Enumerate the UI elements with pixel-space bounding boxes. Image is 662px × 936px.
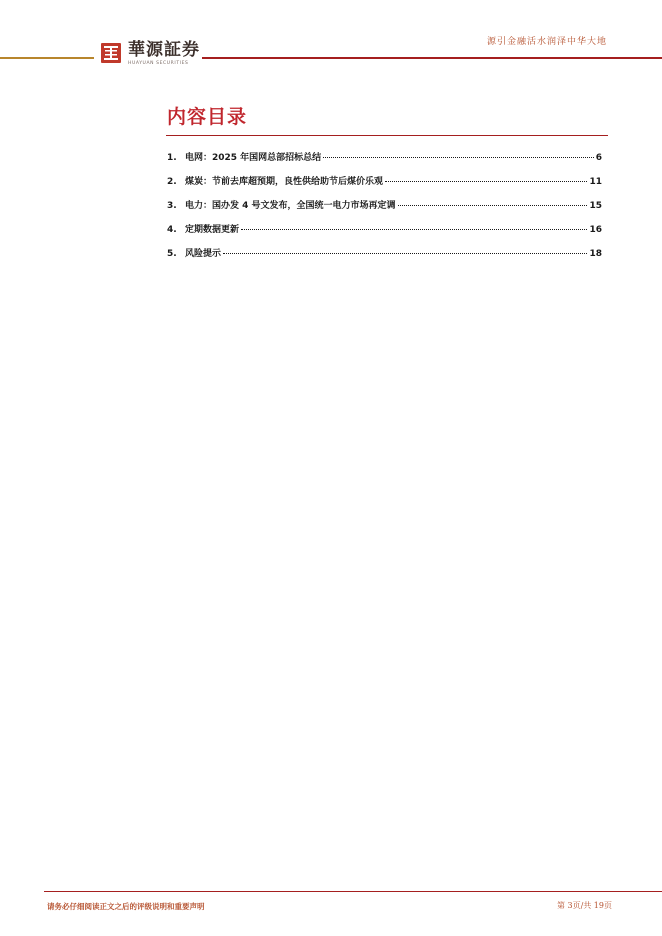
toc-item-number: 5. xyxy=(167,249,177,259)
toc-item-page: 11 xyxy=(589,177,602,187)
toc-leader-dots xyxy=(223,253,587,254)
footer-page-number: 第 3页/共 19页 xyxy=(556,901,612,910)
company-logo xyxy=(100,41,200,66)
toc-item-page: 6 xyxy=(595,153,602,163)
toc-title: 内容目录 xyxy=(167,106,248,128)
toc-item[interactable] xyxy=(167,198,602,222)
toc-divider xyxy=(166,135,608,136)
toc-item-title: 风险提示 xyxy=(185,249,222,259)
toc-item[interactable] xyxy=(167,150,602,174)
toc-item-title: 电力：国办发 4 号文发布，全国统一电力市场再定调 xyxy=(185,201,396,211)
toc-list xyxy=(167,150,602,270)
header-divider-right xyxy=(202,57,662,59)
toc-item[interactable] xyxy=(167,246,602,270)
page-header xyxy=(0,0,662,80)
toc-leader-dots xyxy=(241,229,587,230)
toc-item-title: 电网：2025 年国网总部招标总结 xyxy=(185,153,322,163)
toc-item-number: 1. xyxy=(167,153,177,163)
toc-item-number: 4. xyxy=(167,225,177,235)
toc-item-page: 15 xyxy=(589,201,602,211)
logo-chinese-name: 華源証券 xyxy=(128,40,200,60)
toc-item-title: 定期数据更新 xyxy=(185,225,240,235)
header-divider-left xyxy=(0,57,94,59)
toc-item-number: 2. xyxy=(167,177,177,187)
toc-item[interactable] xyxy=(167,174,602,198)
logo-mark-icon xyxy=(100,42,122,64)
header-slogan: 源引金融活水润泽中华大地 xyxy=(486,37,607,47)
toc-item-page: 16 xyxy=(589,225,602,235)
toc-item-page: 18 xyxy=(589,249,602,259)
toc-leader-dots xyxy=(398,205,588,206)
footer-disclaimer: 请务必仔细阅读正文之后的评级说明和重要声明 xyxy=(47,902,205,911)
toc-leader-dots xyxy=(323,157,594,158)
toc-item-number: 3. xyxy=(167,201,177,211)
footer-divider xyxy=(44,891,662,892)
toc-item-title: 煤炭：节前去库超预期，良性供给助节后煤价乐观 xyxy=(185,177,384,187)
toc-item[interactable] xyxy=(167,222,602,246)
toc-leader-dots xyxy=(385,181,587,182)
logo-english-name: HUAYUAN SECURITIES xyxy=(128,61,189,66)
